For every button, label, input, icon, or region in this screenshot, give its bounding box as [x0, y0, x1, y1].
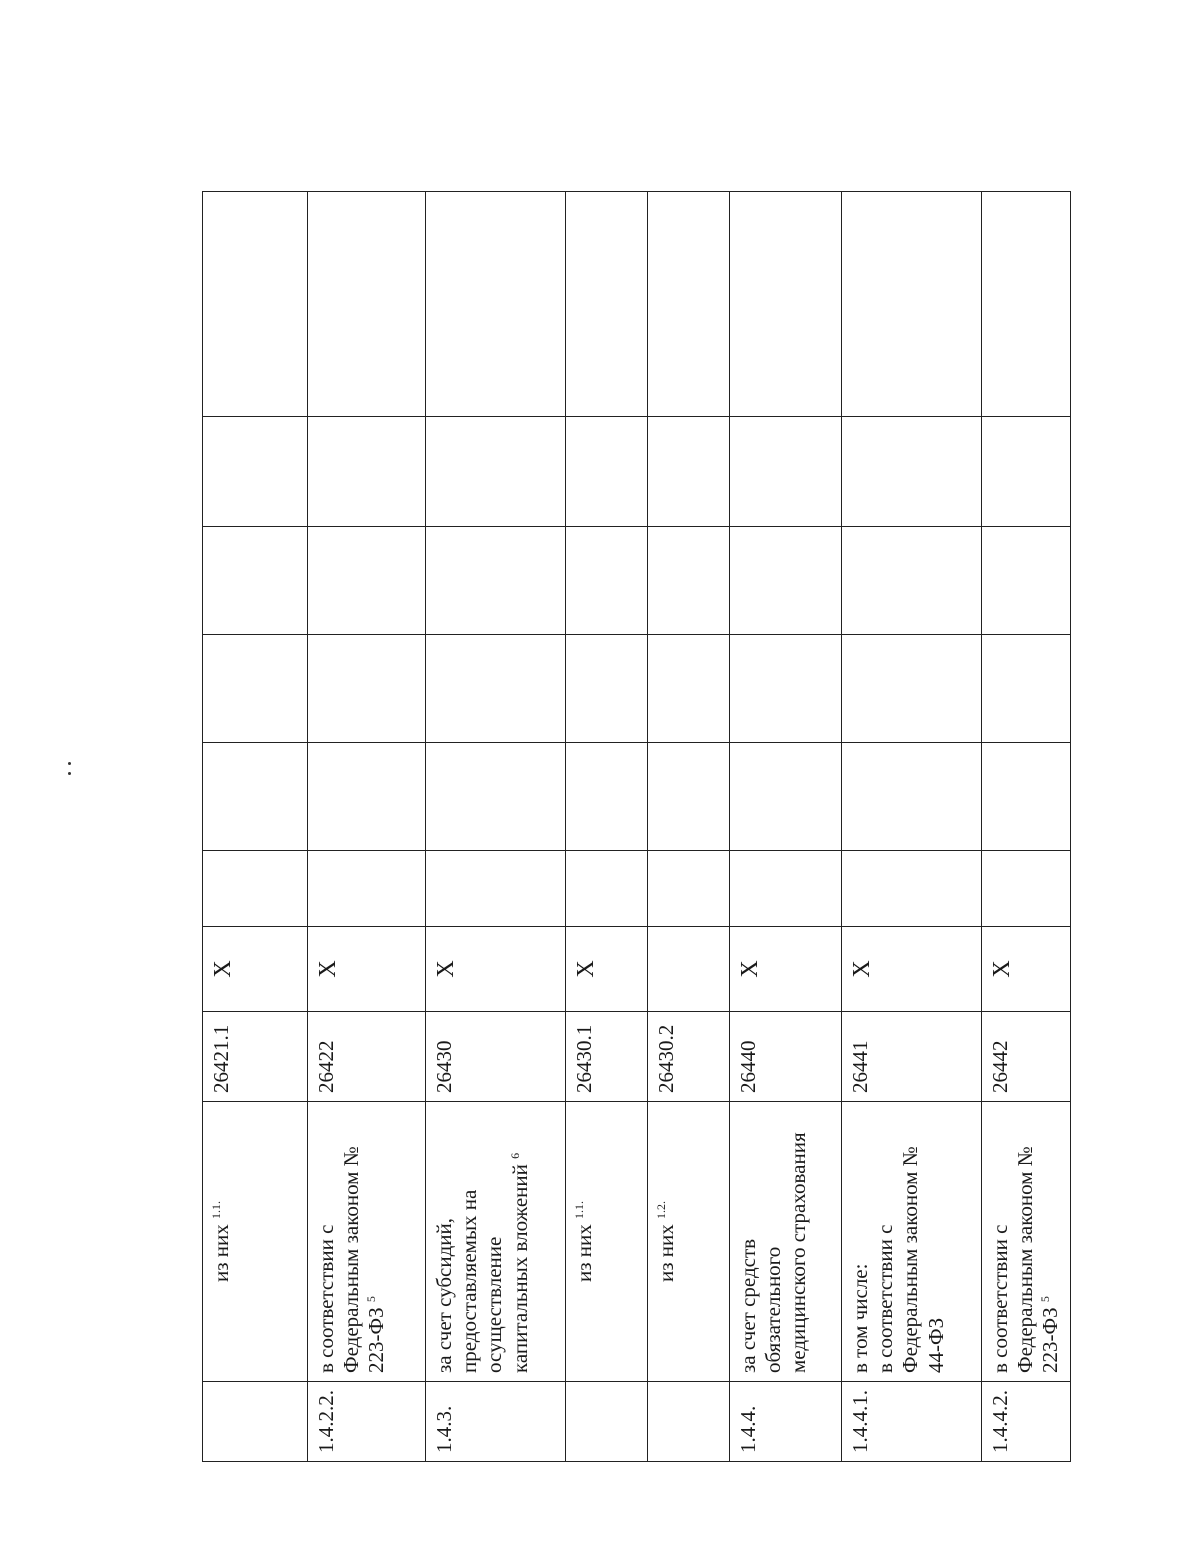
row-name-line — [432, 1110, 457, 1373]
row-number-cell: 1.4.4. — [730, 1382, 842, 1462]
row-name-line — [988, 1110, 1013, 1373]
empty-value-cell — [566, 743, 648, 851]
row-code-cell: 26421.1 — [203, 1012, 308, 1102]
empty-value-cell — [730, 743, 842, 851]
row-name-text: Федеральным законом № — [1013, 1146, 1038, 1373]
row-name-cell — [308, 1102, 426, 1382]
empty-value-cell — [203, 417, 308, 527]
empty-value-cell — [566, 192, 648, 417]
empty-value-cell — [982, 743, 1071, 851]
empty-value-cell — [308, 743, 426, 851]
scan-speck — [68, 762, 71, 765]
empty-value-cell — [426, 743, 566, 851]
table-row — [203, 192, 308, 1462]
empty-value-cell — [648, 635, 730, 743]
footnote-marker: 6 — [507, 1152, 522, 1159]
empty-value-cell — [648, 527, 730, 635]
empty-value-cell — [308, 417, 426, 527]
footnote-marker: 5 — [1038, 1296, 1053, 1303]
row-name-text: из них — [209, 1224, 233, 1283]
table-row — [982, 192, 1071, 1462]
row-name-text: медицинского страхования — [786, 1132, 811, 1373]
table-row — [648, 192, 730, 1462]
empty-value-cell — [842, 743, 982, 851]
empty-value-cell — [730, 851, 842, 927]
row-name-cell — [426, 1102, 566, 1382]
row-name-text: Федеральным законом № — [339, 1146, 364, 1373]
empty-value-cell — [648, 851, 730, 927]
empty-value-cell — [203, 527, 308, 635]
row-name-line — [572, 1110, 597, 1373]
empty-value-cell — [203, 851, 308, 927]
row-name-line — [786, 1110, 811, 1373]
table-row — [566, 192, 648, 1462]
empty-value-cell — [730, 417, 842, 527]
table-row — [426, 192, 566, 1462]
empty-value-cell — [308, 527, 426, 635]
empty-value-cell — [982, 527, 1071, 635]
scan-speck — [68, 772, 71, 775]
row-number-cell — [566, 1382, 648, 1462]
row-name-line — [924, 1110, 949, 1373]
row-code-cell: 26441 — [842, 1012, 982, 1102]
empty-value-cell — [842, 635, 982, 743]
row-name-cell — [730, 1102, 842, 1382]
row-mark-cell: X — [982, 927, 1071, 1012]
row-mark-cell: X — [842, 927, 982, 1012]
row-name-text: капитальных вложений — [507, 1164, 532, 1373]
row-name-text: 44-ФЗ — [923, 1317, 948, 1373]
row-number-cell — [203, 1382, 308, 1462]
row-name-cell — [648, 1102, 730, 1382]
row-name-text: обязательного — [761, 1246, 786, 1373]
empty-value-cell — [203, 192, 308, 417]
row-name-line — [209, 1110, 234, 1373]
row-name-text: из них — [654, 1224, 678, 1283]
empty-value-cell — [648, 192, 730, 417]
footnote-marker: 1.1. — [209, 1201, 223, 1219]
empty-value-cell — [426, 635, 566, 743]
report-table — [202, 191, 1071, 1462]
row-code-cell: 26442 — [982, 1012, 1071, 1102]
empty-value-cell — [982, 635, 1071, 743]
row-name-text: в соответствии с — [988, 1224, 1012, 1373]
table-row — [308, 192, 426, 1462]
empty-value-cell — [982, 192, 1071, 417]
row-name-text: предоставляемых на — [457, 1189, 482, 1373]
row-name-cell — [203, 1102, 308, 1382]
row-code-cell: 26430.2 — [648, 1012, 730, 1102]
empty-value-cell — [842, 417, 982, 527]
row-code-cell: 26440 — [730, 1012, 842, 1102]
row-name-line — [482, 1110, 507, 1373]
row-name-line — [1013, 1110, 1038, 1373]
empty-value-cell — [308, 635, 426, 743]
row-mark-cell: X — [426, 927, 566, 1012]
row-name-line — [339, 1110, 364, 1373]
row-mark-cell — [648, 927, 730, 1012]
row-name-text: в том числе: — [848, 1263, 872, 1373]
row-name-text: из них — [572, 1224, 596, 1283]
empty-value-cell — [566, 527, 648, 635]
empty-value-cell — [842, 527, 982, 635]
empty-value-cell — [426, 417, 566, 527]
empty-value-cell — [730, 635, 842, 743]
empty-value-cell — [426, 192, 566, 417]
row-name-line — [873, 1110, 898, 1373]
empty-value-cell — [308, 851, 426, 927]
row-name-cell — [842, 1102, 982, 1382]
empty-value-cell — [982, 851, 1071, 927]
empty-value-cell — [842, 192, 982, 417]
empty-value-cell — [203, 743, 308, 851]
empty-value-cell — [426, 527, 566, 635]
row-name-line — [761, 1110, 786, 1373]
row-name-line — [848, 1110, 873, 1373]
row-name-cell — [982, 1102, 1071, 1382]
row-name-cell — [566, 1102, 648, 1382]
row-code-cell: 26422 — [308, 1012, 426, 1102]
row-number-cell: 1.4.2.2. — [308, 1382, 426, 1462]
empty-value-cell — [308, 192, 426, 417]
row-name-text: Федеральным законом № — [898, 1146, 923, 1373]
row-name-line — [1038, 1110, 1063, 1373]
row-mark-cell: X — [203, 927, 308, 1012]
row-name-text: 223-ФЗ — [1038, 1307, 1063, 1373]
row-number-cell — [648, 1382, 730, 1462]
table-row — [730, 192, 842, 1462]
empty-value-cell — [566, 417, 648, 527]
footnote-marker: 1.1. — [572, 1201, 586, 1219]
row-name-text: за счет средств — [736, 1238, 760, 1373]
row-number-cell: 1.4.3. — [426, 1382, 566, 1462]
empty-value-cell — [648, 417, 730, 527]
row-name-text: осуществление — [482, 1236, 507, 1373]
empty-value-cell — [566, 635, 648, 743]
empty-value-cell — [648, 743, 730, 851]
row-name-text: в соответствии с — [314, 1224, 338, 1373]
row-name-line — [898, 1110, 923, 1373]
row-name-text: 223-ФЗ — [364, 1307, 389, 1373]
row-name-line — [314, 1110, 339, 1373]
footnote-marker: 5 — [364, 1296, 379, 1303]
row-name-line — [457, 1110, 482, 1373]
table-row — [842, 192, 982, 1462]
rotated-table — [202, 192, 1062, 1462]
row-code-cell: 26430 — [426, 1012, 566, 1102]
row-number-cell: 1.4.4.2. — [982, 1382, 1071, 1462]
row-name-text: за счет субсидий, — [432, 1218, 456, 1373]
row-name-line — [654, 1110, 679, 1373]
row-mark-cell: X — [308, 927, 426, 1012]
row-name-line — [364, 1110, 389, 1373]
empty-value-cell — [730, 192, 842, 417]
row-name-line — [736, 1110, 761, 1373]
row-number-cell: 1.4.4.1. — [842, 1382, 982, 1462]
footnote-marker: 1.2. — [654, 1201, 668, 1219]
row-name-text: в соответствии с — [873, 1224, 898, 1373]
empty-value-cell — [982, 417, 1071, 527]
empty-value-cell — [566, 851, 648, 927]
empty-value-cell — [730, 527, 842, 635]
row-mark-cell: X — [566, 927, 648, 1012]
row-mark-cell: X — [730, 927, 842, 1012]
row-name-line — [508, 1110, 533, 1373]
row-code-cell: 26430.1 — [566, 1012, 648, 1102]
empty-value-cell — [842, 851, 982, 927]
empty-value-cell — [203, 635, 308, 743]
empty-value-cell — [426, 851, 566, 927]
